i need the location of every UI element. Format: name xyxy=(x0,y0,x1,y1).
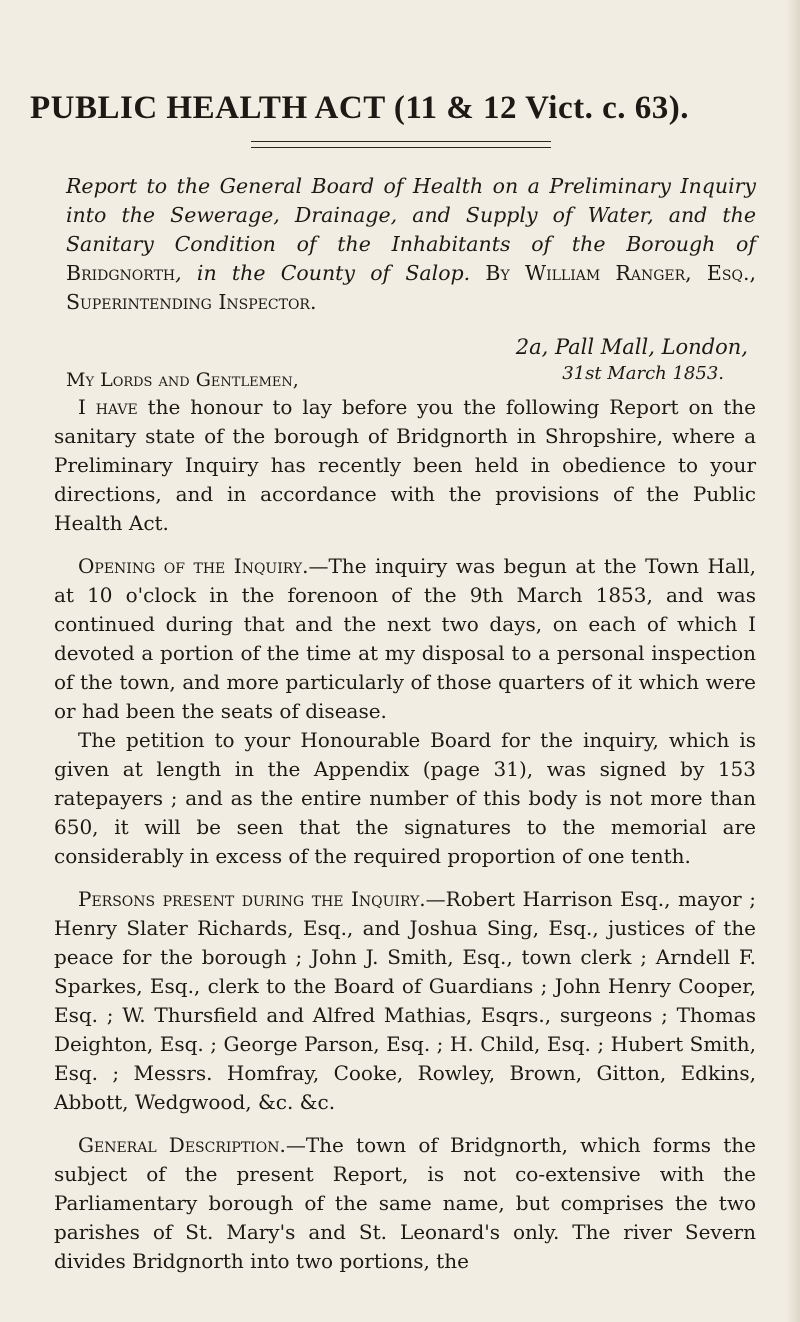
paragraph-text: —The inquiry was begun at the Town Hall, at 10 o'clock in the forenoon of the 9th March 1853, and was continued during that and the next two days, on each of which I devoted a portion of the time at my disposal to a personal inspection of the town, and more particularly of those quarters of it which were or had been the seats of disease. xyxy=(54,554,757,723)
running-header: PUBLIC HEALTH ACT (11 & 12 Vict. c. 63). xyxy=(30,90,689,126)
paragraph-opening xyxy=(54,552,756,726)
letter-date: 31st March 1853. xyxy=(562,363,724,384)
paragraph-description xyxy=(54,1131,756,1276)
title-part-2: , in the County of Salop. xyxy=(175,261,471,285)
paragraph-lead: General Description. xyxy=(78,1133,286,1157)
paragraph-text: —The town of Bridgnorth, which forms the subject of the present Report, is not co-extensive with the Parliamentary borough of the same name, but comprises the two parishes of St. Mary's and St. Leonard's only. The river Severn divides Bridgnorth into two portions, the xyxy=(54,1133,756,1273)
letter-place: 2a, Pall Mall, London, xyxy=(515,335,748,359)
title-author-role: , Esq., Superintending Inspector. xyxy=(66,261,756,314)
page-edge-shadow xyxy=(786,0,800,1322)
report-title xyxy=(66,172,756,317)
title-by: By xyxy=(470,261,525,285)
paragraph-text: The petition to your Honourable Board for the inquiry, which is given at length in the Appendix (page 31), was signed by 153 ratepayers ; and as the entire number of this body is not more than 650, it will be seen that the signatures to the memorial are considerably in excess of the required proportion of one tenth. xyxy=(54,728,756,868)
paragraph-lead: Persons present during the Inquiry. xyxy=(78,887,426,911)
paragraph-lead: I have xyxy=(78,395,138,419)
salutation: My Lords and Gentlemen, xyxy=(66,369,299,391)
dateline xyxy=(66,335,756,393)
paragraph-text: —Robert Harrison Esq., mayor ; Henry Slater Richards, Esq., and Joshua Sing, Esq., justices of the peace for the borough ; John J. Smith, Esq., town clerk ; Arndell F. Sparkes, Esq., clerk to the Board of Guardians ; John Henry Cooper, Esq. ; W. Thursfield and Alfred Mathias, Esqrs., surgeons ; Thomas Deighton, Esq. ; George Parson, Esq. ; H. Child, Esq. ; Hubert Smith, Esq. ; Messrs. Homfray, Cooke, Rowley, Brown, Gitton, Edkins, Abbott, Wedgwood, &c. &c. xyxy=(54,887,756,1114)
title-town: Bridgnorth xyxy=(66,261,176,285)
document-page xyxy=(30,90,772,1290)
paragraph-text: the honour to lay before you the following Report on the sanitary state of the borough of Bridgnorth in Shropshire, where a Preliminary Inquiry has recently been held in obedience to your directions, and in accordance with the provisions of the Public Health Act. xyxy=(54,395,757,535)
paragraph-intro xyxy=(54,393,756,538)
title-author: William Ranger xyxy=(525,261,686,285)
title-part-1: Report to the General Board of Health on a Preliminary Inquiry into the Sewerage, Drainage, and Supply of Water, and the Sanitary Condition of the Inhabitants of the Borough of xyxy=(66,174,756,256)
paragraph-lead: Opening of the Inquiry. xyxy=(78,554,309,578)
paragraph-petition xyxy=(54,726,756,871)
header-rule xyxy=(251,141,551,148)
paragraph-persons xyxy=(54,885,756,1117)
report-body xyxy=(54,393,756,1276)
